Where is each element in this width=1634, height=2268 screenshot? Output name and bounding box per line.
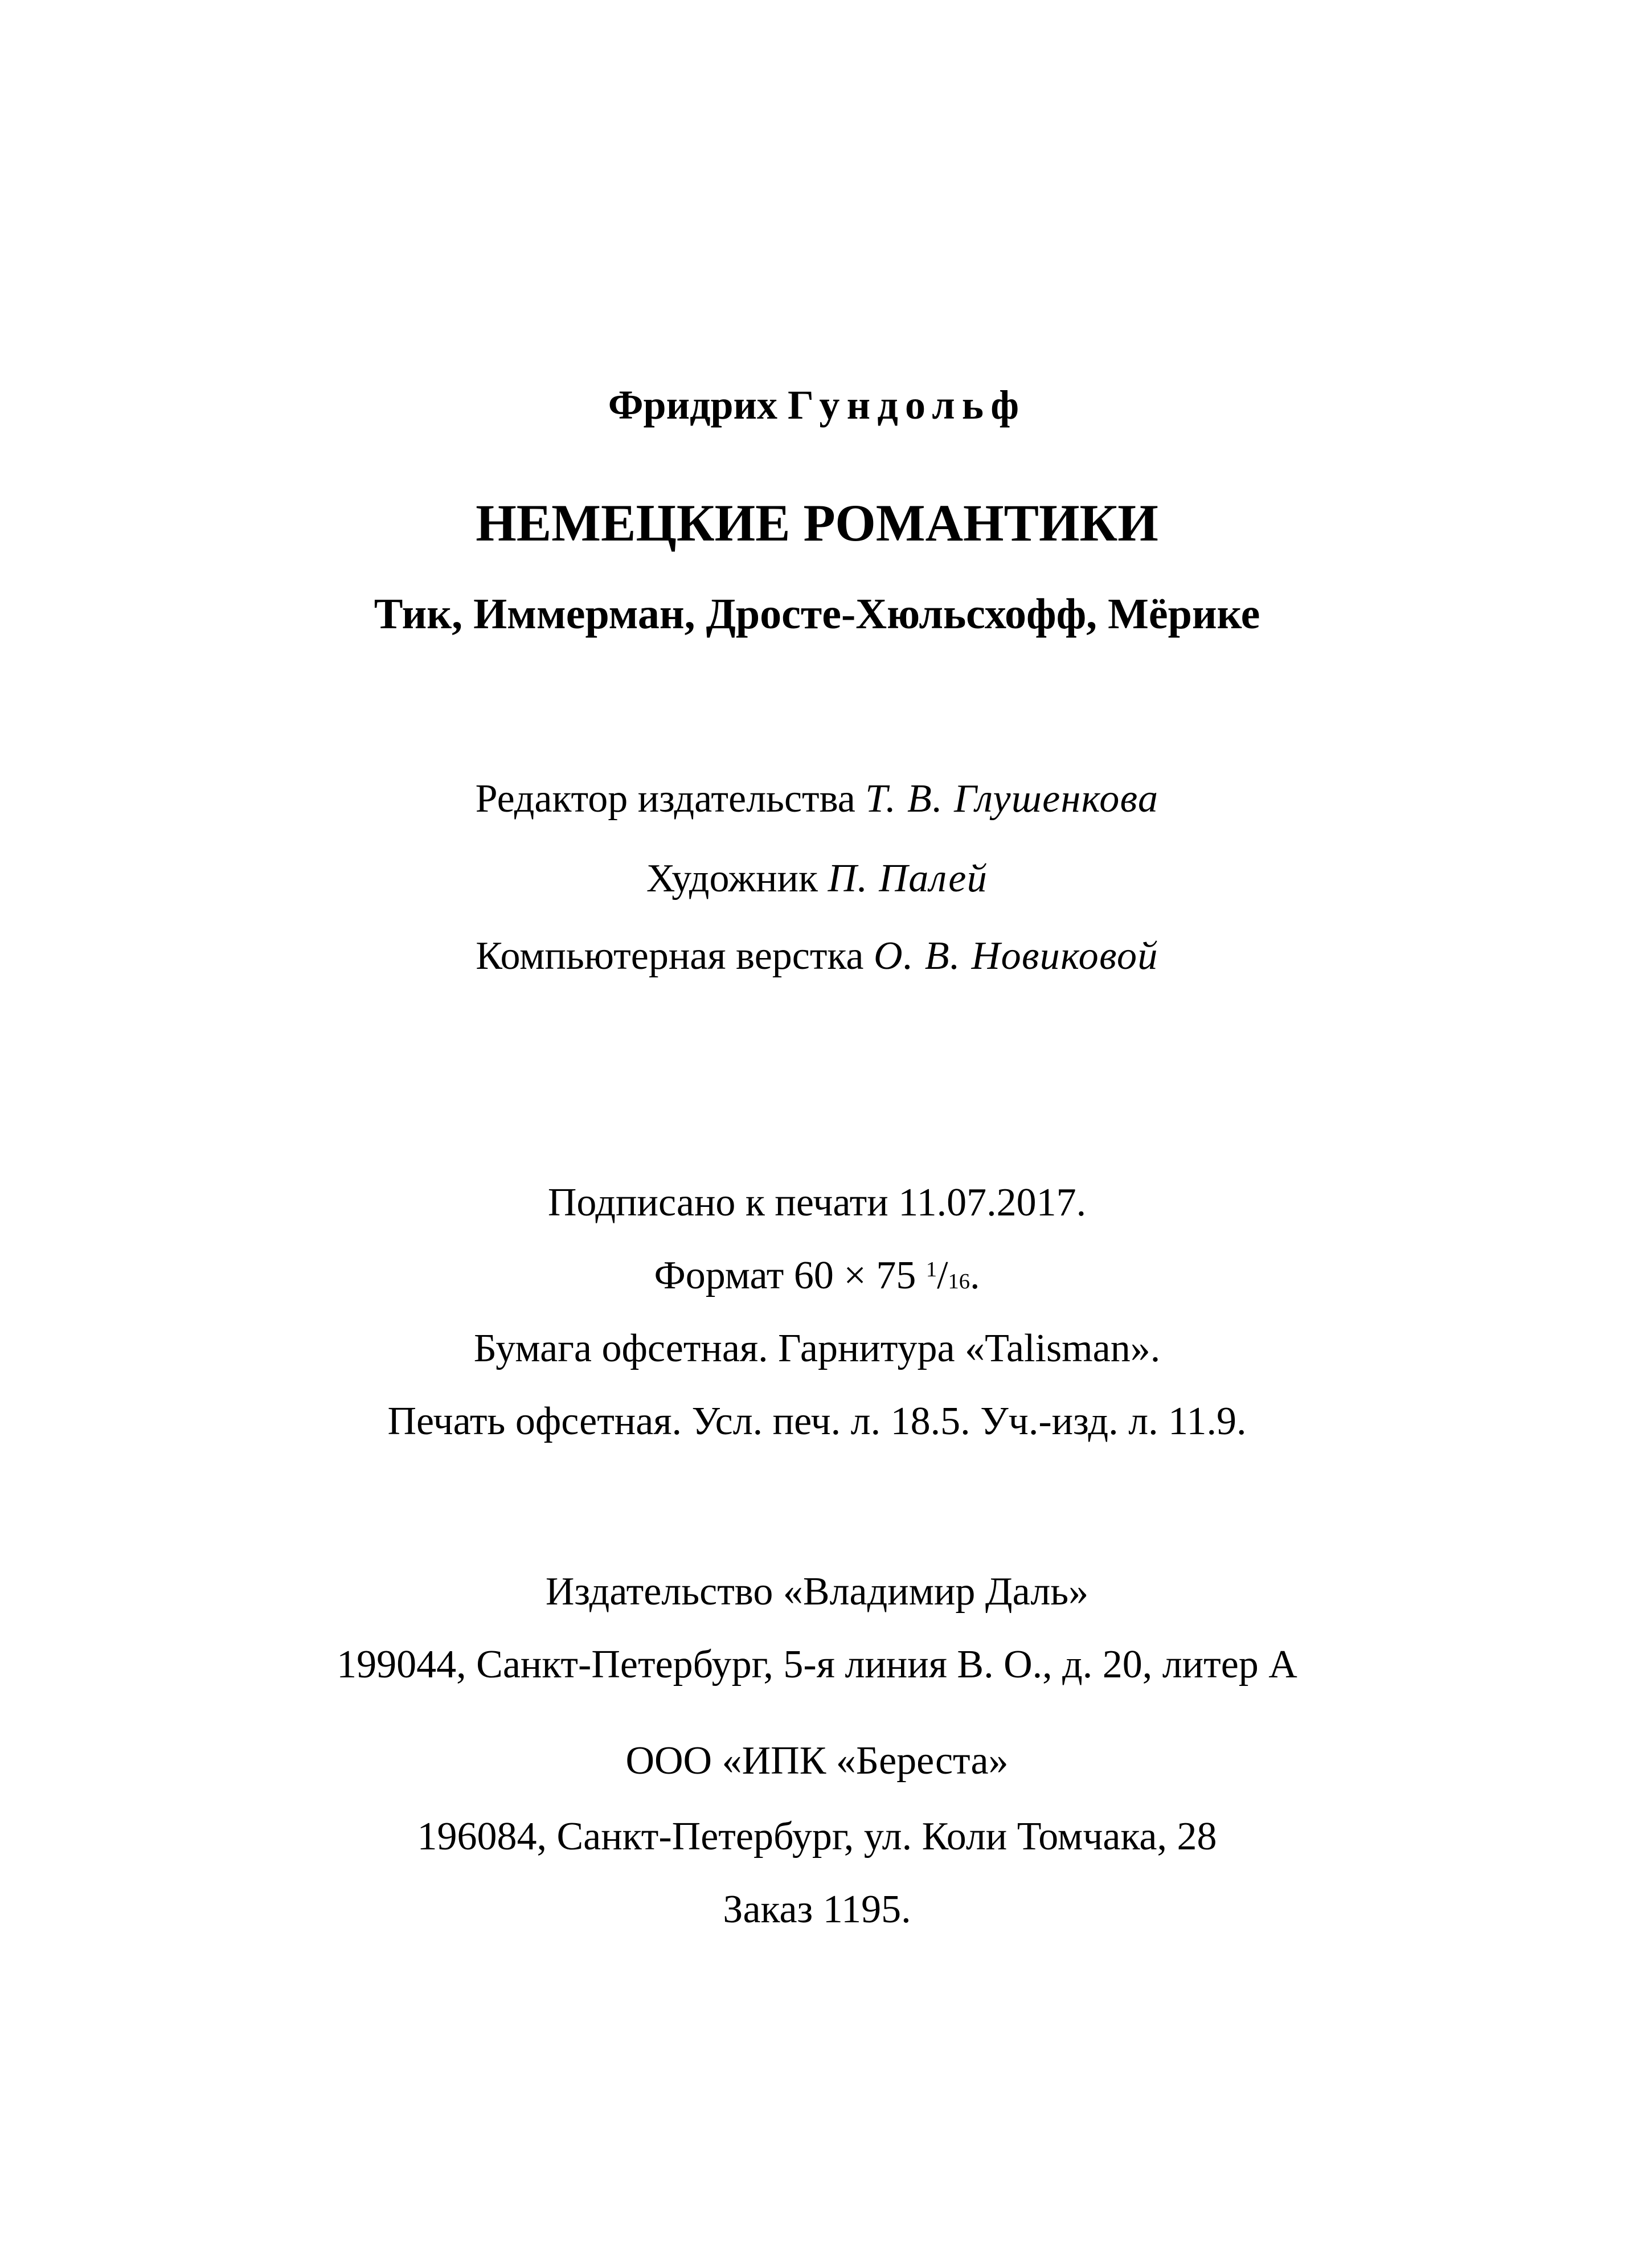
- format-prefix: Формат 60 × 75: [654, 1254, 916, 1297]
- credit-role: Художник: [646, 857, 818, 900]
- publisher-name: Издательство «Владимир Даль»: [545, 1570, 1089, 1614]
- format-fraction: $^1$/16.: [925, 1254, 980, 1297]
- format-fraction-denominator: 16: [948, 1270, 970, 1293]
- credit-name: О. В. Новиковой: [873, 934, 1158, 978]
- printer-order: Заказ 1195.: [723, 1888, 911, 1931]
- printer-address: 196084, Санкт-Петербург, ул. Коли Томчака, 28: [417, 1815, 1217, 1858]
- credit-editor: [0, 779, 1634, 819]
- book-title: НЕМЕЦКИЕ РОМАНТИКИ: [476, 494, 1158, 552]
- credit-role: Редактор издательства: [475, 777, 855, 821]
- credit-artist: [0, 859, 1634, 899]
- author-last-name: Гундольф: [788, 382, 1026, 428]
- print-signed: Подписано к печати 11.07.2017.: [547, 1181, 1087, 1225]
- author-first-name: Фридрих: [608, 382, 778, 428]
- format-fraction-numerator: 1: [925, 1257, 937, 1282]
- author-line: [0, 382, 1634, 428]
- print-format: [0, 1256, 1634, 1296]
- credit-layout: [0, 936, 1634, 976]
- print-paper: Бумага офсетная. Гарнитура «Talisman».: [473, 1327, 1161, 1370]
- publisher-address: 199044, Санкт-Петербург, 5-я линия В. О., д. 20, литер А: [337, 1643, 1297, 1686]
- book-subtitle: Тик, Иммерман, Дросте-Хюльсхофф, Мёрике: [374, 590, 1260, 638]
- print-printing: Печать офсетная. Усл. печ. л. 18.5. Уч.-изд. л. 11.9.: [387, 1399, 1247, 1443]
- credit-name: П. Палей: [828, 857, 988, 900]
- credit-name: Т. В. Глушенкова: [865, 777, 1159, 821]
- printer-name: ООО «ИПК «Береста»: [625, 1739, 1009, 1783]
- credit-role: Компьютерная верстка: [476, 934, 864, 978]
